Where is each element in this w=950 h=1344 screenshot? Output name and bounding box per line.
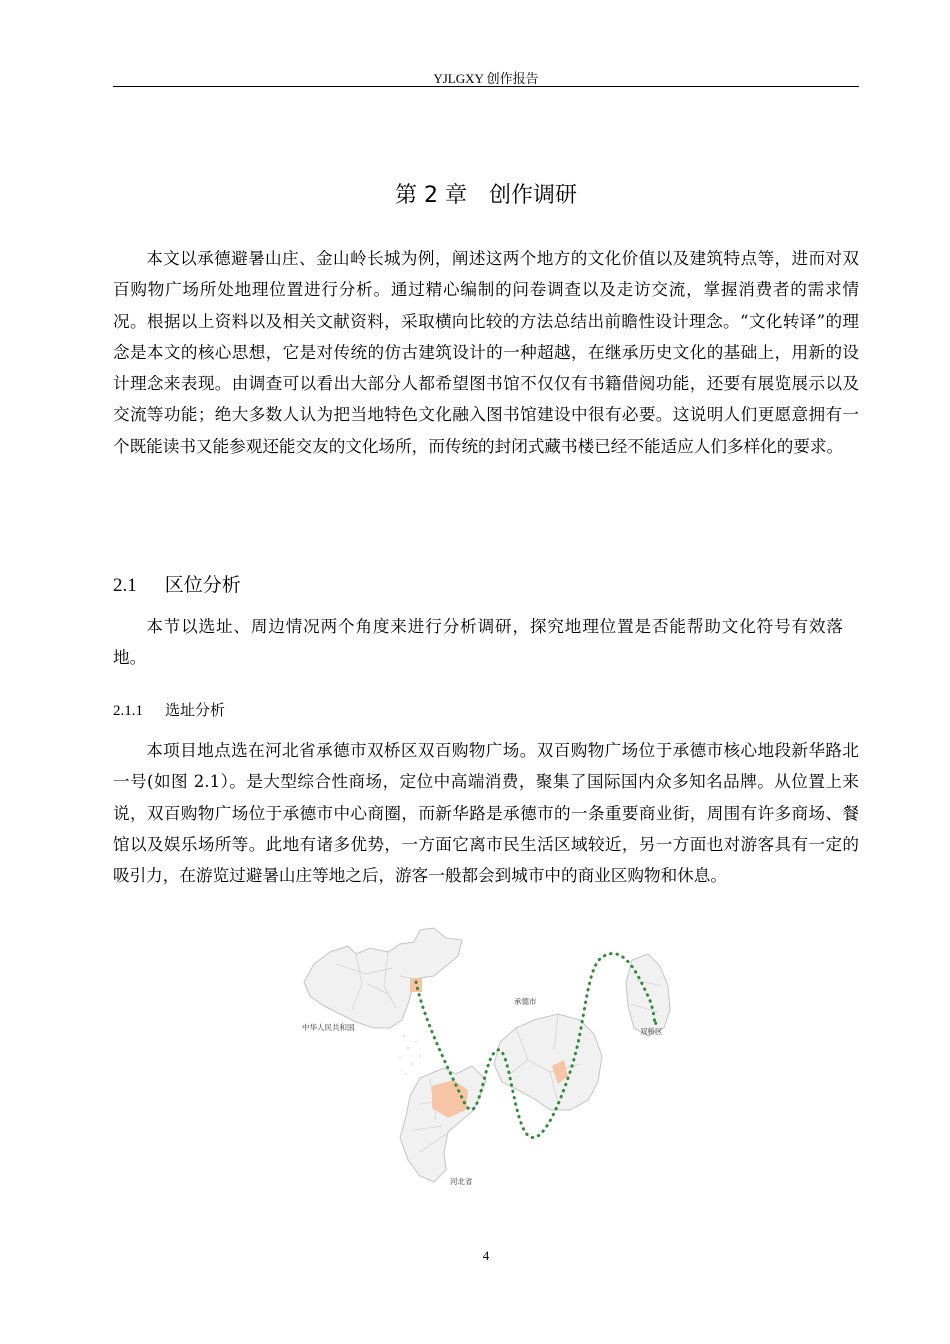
chengde-map (494, 1014, 602, 1110)
label-chengde: 承德市 (514, 997, 537, 1006)
label-hebei: 河北省 (450, 1177, 473, 1186)
intro-paragraph: 本文以承德避暑山庄、金山岭长城为例，阐述这两个地方的文化价值以及建筑特点等，进而对双百购物广场所处地理位置进行分析。通过精心编制的问卷调查以及走访交流，掌握消费者的需求情况。根据以上资料以及相关文献资料，采取横向比较的方法总结出前瞻性设计理念。“文化转译”的理念是本文的核心思想，它是对传统的仿古建筑设计的一种超越，在继承历史文化的基础上，用新的设计理念来表现。由调查可以看出大部分人都希望图书馆不仅仅有书籍借阅功能，还要有展览展示以及交流等功能；绝大多数人认为把当地特色文化融入图书馆建设中很有必要。这说明人们更愿意拥有一个既能读书又能参观还能交友的文化场所，而传统的封闭式藏书楼已经不能适应人们多样化的要求。 (113, 249, 859, 456)
china-highlight-hebei (410, 978, 422, 992)
subsection-number: 2.1.1 (113, 703, 143, 719)
section-heading-2-1 (113, 570, 241, 597)
section-heading-2-1-1 (113, 699, 225, 720)
china-islands (399, 1035, 421, 1075)
china-map (304, 928, 462, 1028)
section-number: 2.1 (113, 575, 137, 596)
subsection-title: 选址分析 (165, 701, 226, 719)
header-rule (113, 86, 859, 87)
running-header: YJLGXY 创作报告 (433, 71, 539, 86)
chapter-number: 第 2 章 (395, 183, 467, 208)
section-title: 区位分析 (164, 574, 241, 596)
label-shuangqiao: 双桥区 (640, 1027, 663, 1036)
section-2-1-paragraph: 本节以选址、周边情况两个角度来进行分析调研，探究地理位置是否能帮助文化符号有效落地。 (113, 617, 843, 668)
label-china: 中华人民共和国 (302, 1023, 355, 1032)
chapter-title (113, 178, 859, 209)
location-map-figure (296, 924, 688, 1200)
chapter-name: 创作调研 (488, 183, 577, 208)
section-2-1-1-paragraph: 本项目地点选在河北省承德市双桥区双百购物广场。双百购物广场位于承德市核心地段新华路北一号(如图 2.1）。是大型综合性商场，定位中高端消费，聚集了国际国内众多知名品牌。从位置上来说，双百购物广场位于承德市中心商圈，而新华路是承德市的一条重要商业街，周围有许多商场、餐馆以及娱乐场所等。此地有诸多优势，一方面它离市民生活区域较近，另一方面也对游客具有一定的吸引力，在游览过避暑山庄等地之后，游客一般都会到城市中的商业区购物和休息。 (113, 741, 859, 886)
page-number: 4 (482, 1248, 490, 1263)
